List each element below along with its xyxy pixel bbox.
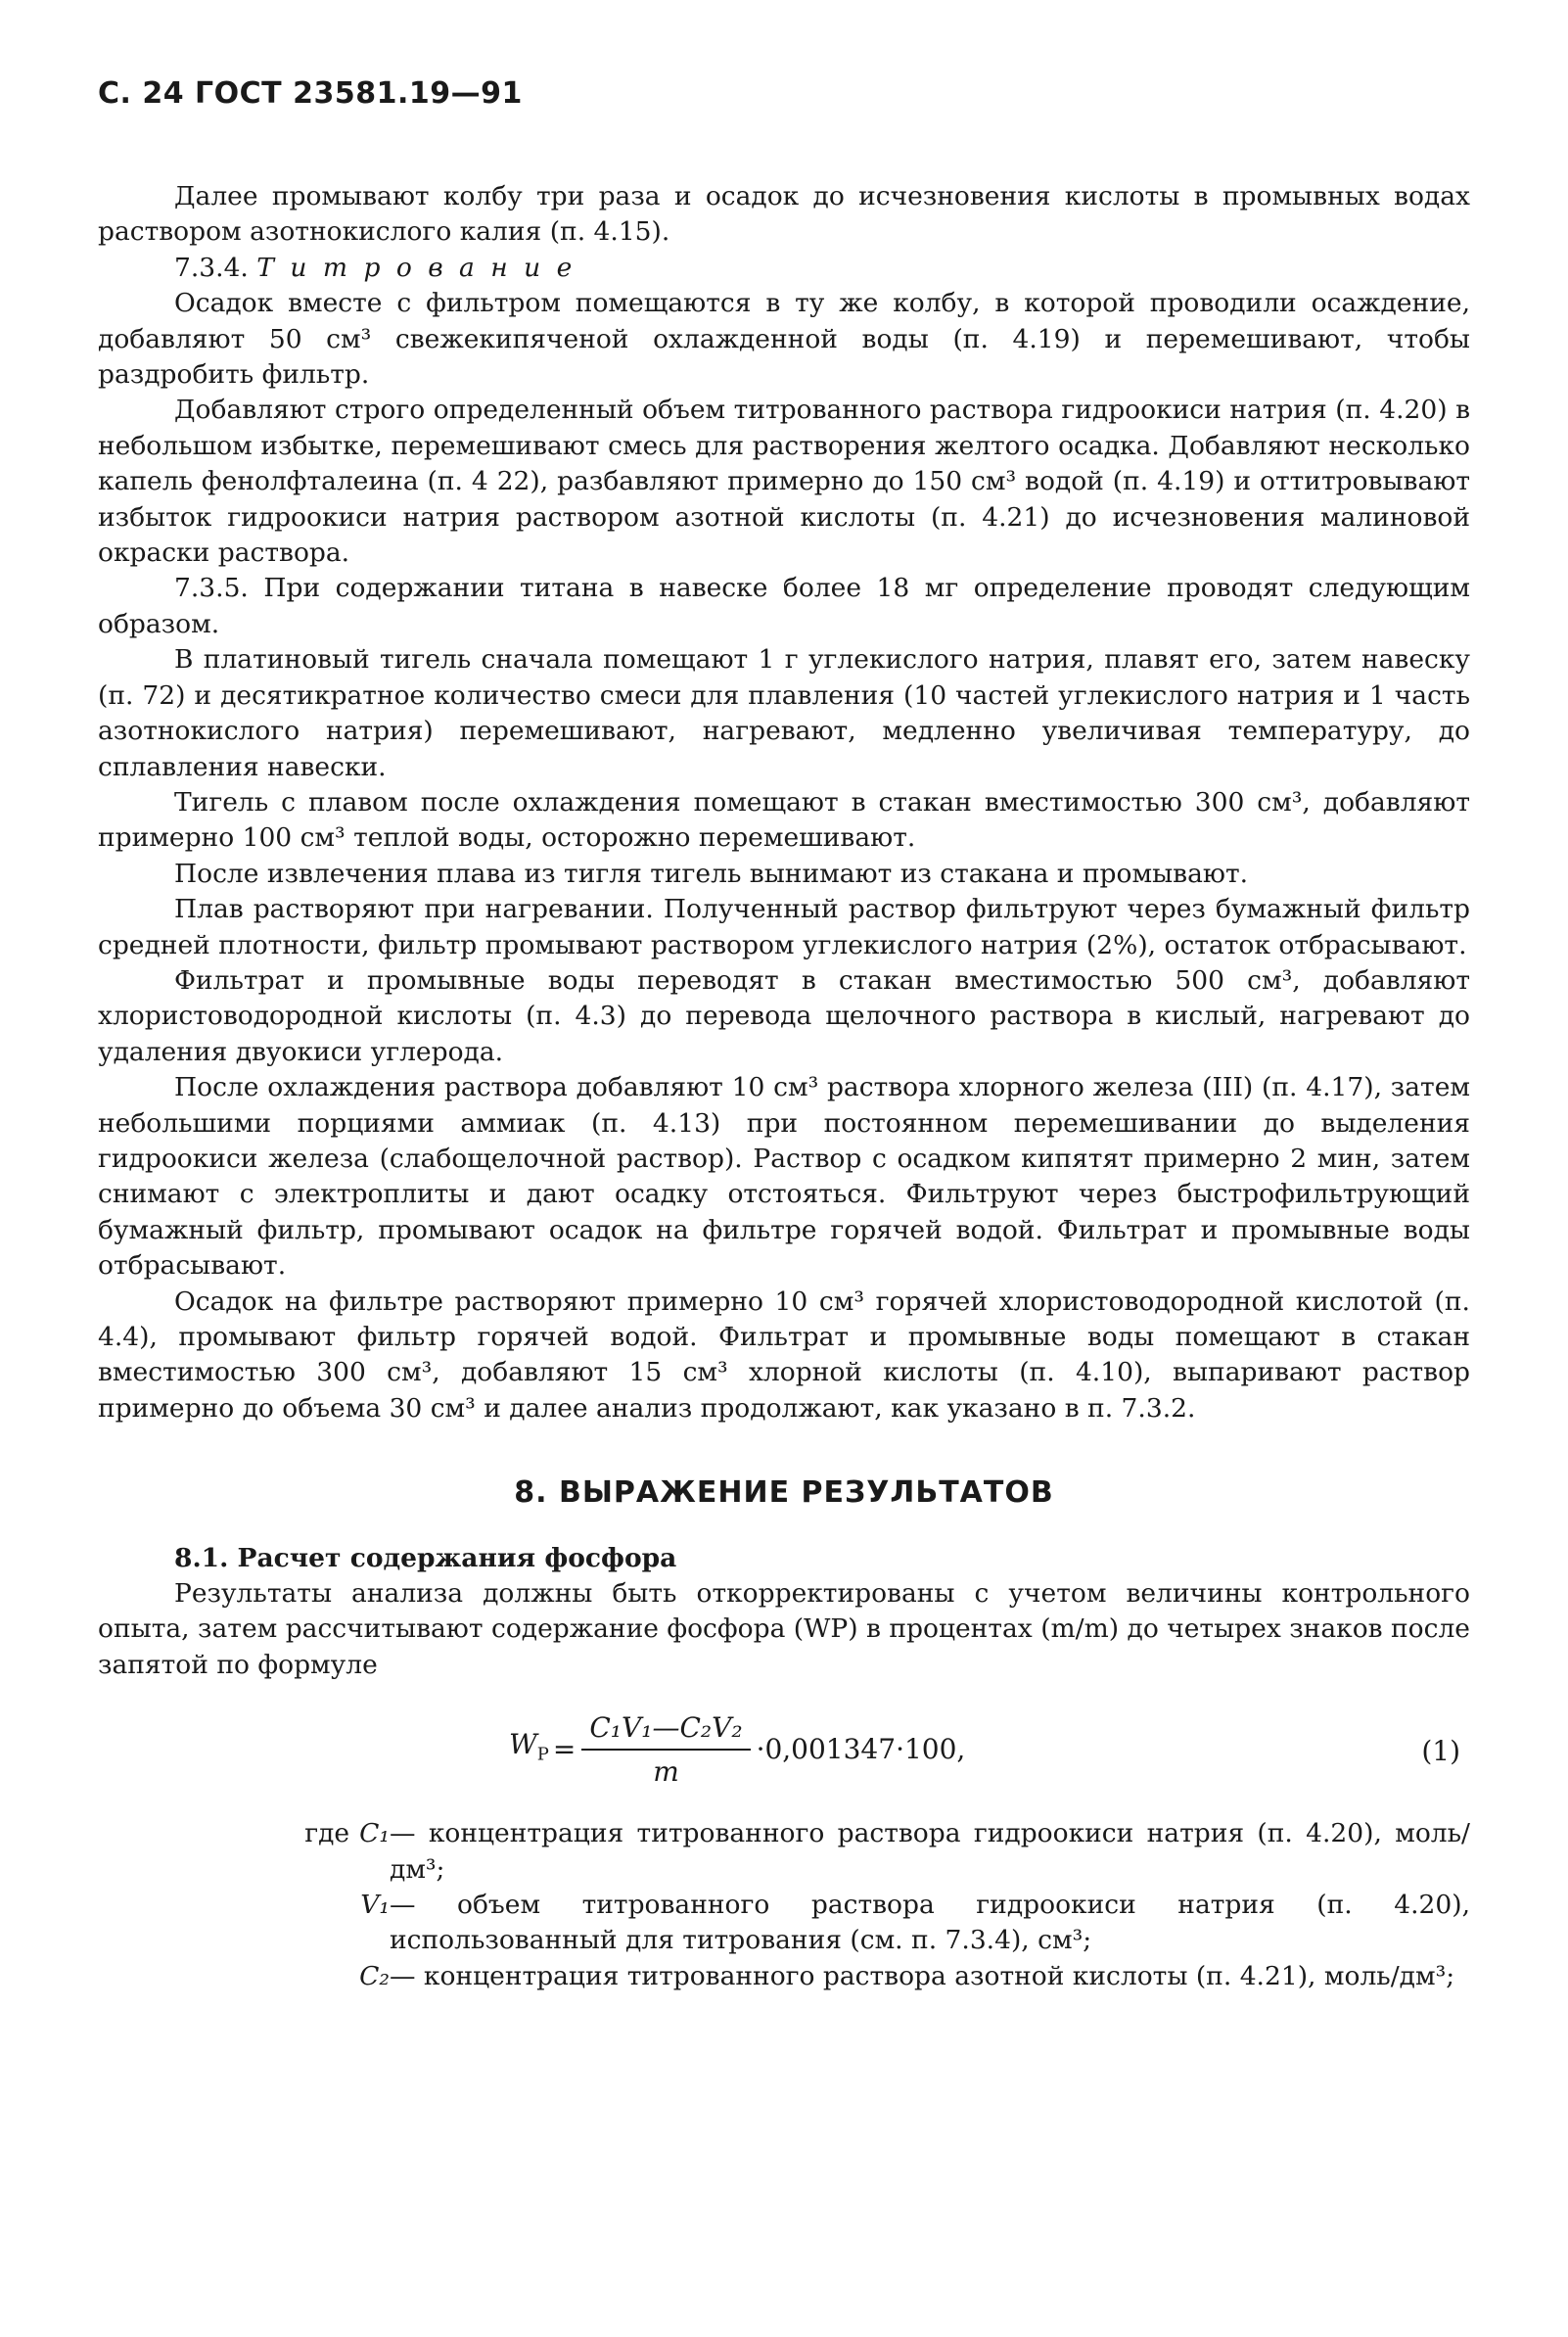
definition-row [98,1888,1470,1959]
clause-number-7-3-4: 7.3.4. [174,252,249,283]
results-paragraph: Результаты анализа должны быть откорректированы с учетом величины контрольного опыта, затем рассчитывают содержание фосфора (WP) в процентах (m/m) до четырех знаков после запятой по формуле [98,1578,1470,1680]
paragraph-crucible-beaker: Тигель с плавом после охлаждения помещают в стакан вместимостью 300 см³, добавляют примерно 100 см³ теплой воды, осторожно перемешивают. [98,786,1470,854]
paragraph-add-naoh: Добавляют строго определенный объем титрованного раствора гидроокиси натрия (п. 4.20) в небольшом избытке, перемешивают смесь для растворения желтого осадка. Добавляют несколько капель фенолфталеина (п. 4 22), разбавляют примерно до 150 см³ водой (п. 4.19) и оттитровывают избыток гидроокиси натрия раствором азотной кислоты (п. 4.21) до исчезновения малиновой окраски раствора. [98,395,1470,569]
definition-row [98,1959,1470,1994]
titration-heading: Т и т р о в а н и е [256,252,576,283]
formula-equals: = [552,1733,576,1766]
definitions-lead: где [304,1818,350,1849]
formula-denominator: m [653,1754,679,1788]
subsection-title: 8.1. Расчет содержания фосфора [174,1542,677,1573]
paragraph-rinse: Далее промывают колбу три раза и осадок до исчезновения кислоты в промывных водах раствором азотнокислого калия (п. 4.15). [98,181,1470,248]
formula-lhs-subscript: P [536,1744,549,1765]
paragraph-precipitate-flask: Осадок вместе с фильтром помещаются в ту же колбу, в которой проводили осаждение, добавляют 50 см³ свежекипяченой охлажденной воды (п. 4.19) и перемешивают, чтобы раздробить фильтр. [98,288,1470,391]
formula-block [98,1697,1470,1804]
definition-symbol [98,1816,390,1888]
definition-symbol-c1: C₁ [359,1818,390,1849]
paragraph-dissolve-melt: Плав растворяют при нагревании. Полученный раствор фильтруют через бумажный фильтр средней плотности, фильтр промывают раствором углекислого натрия (2%), остаток отбрасывают. [98,894,1470,960]
definitions-list [98,1816,1470,1994]
formula-numerator: C₁V₁—C₂V₂ [581,1710,750,1750]
paragraph-filtrate-transfer: Фильтрат и промывные воды переводят в стакан вместимостью 500 см³, добавляют хлористоводородной кислоты (п. 4.3) до перевода щелочного раствора в кислый, нагревают до удаления двуокиси углерода. [98,964,1470,1067]
formula-number: (1) [1421,1735,1460,1768]
formula-fraction [581,1710,750,1790]
paragraph-7-3-5: 7.3.5. При содержании титана в навеске более 18 мг определение проводят следующим образом. [98,573,1470,639]
paragraph-iron-chloride: После охлаждения раствора добавляют 10 см³ раствора хлорного железа (III) (п. 4.17), затем небольшими порциями аммиак (п. 4.13) при постоянном перемешивании до выделения гидроокиси железа (слабощелочной раствор). Раствор с осадком кипятят примерно 2 мин, затем снимают с электроплиты и дают осадку отстояться. Фильтруют через быстрофильтрующий бумажный фильтр, промывают осадок на фильтре горячей водой. Фильтрат и промывные воды отбрасывают. [98,1072,1470,1282]
definition-row [98,1816,1470,1888]
formula-tail: ·0,001347·100, [756,1733,966,1766]
definition-symbol-c2: C₂ [359,1960,390,1991]
formula-lhs-symbol: W [509,1728,537,1761]
paragraph-platinum-crucible: В платиновый тигель сначала помещают 1 г углекислого натрия, плавят его, затем навеску (п. 72) и десятикратное количество смеси для плавления (10 частей углекислого натрия и 1 часть азотнокислого натрия) перемешивают, нагревают, медленно увеличивая температуру, до сплавления навески. [98,644,1470,782]
paragraph-dissolve-precipitate: Осадок на фильтре растворяют примерно 10 см³ горячей хлористоводородной кислотой (п. 4.4), промывают фильтр горячей водой. Фильтрат и промывные воды помещают в стакан вместимостью 300 см³, добавляют 15 см³ хлорной кислоты (п. 4.10), выпаривают раствор примерно до объема 30 см³ и далее анализ продолжают, как указано в п. 7.3.2. [98,1285,1470,1424]
formula [509,1710,965,1790]
document-body [98,179,1470,1994]
paragraph-remove-melt: После извлечения плава из тигля тигель вынимают из стакана и промывают. [174,858,1249,889]
section-title: 8. ВЫРАЖЕНИЕ РЕЗУЛЬТАТОВ [514,1475,1054,1511]
definition-symbol-v1: V₁ [360,1890,390,1921]
paragraph-titration-heading [98,251,1470,286]
definition-text-v1: — объем титрованного раствора гидроокиси натрия (п. 4.20), использованный для титрования (см. п. 7.3.4), см³; [390,1890,1470,1956]
page-header: С. 24 ГОСТ 23581.19—91 [98,76,523,111]
formula-lhs [509,1727,549,1773]
definition-text-c2: — концентрация титрованного раствора азотной кислоты (п. 4.21), моль/дм³; [390,1960,1455,1991]
definition-text-c1: — концентрация титрованного раствора гидроокиси натрия (п. 4.20), моль/дм³; [390,1818,1470,1885]
